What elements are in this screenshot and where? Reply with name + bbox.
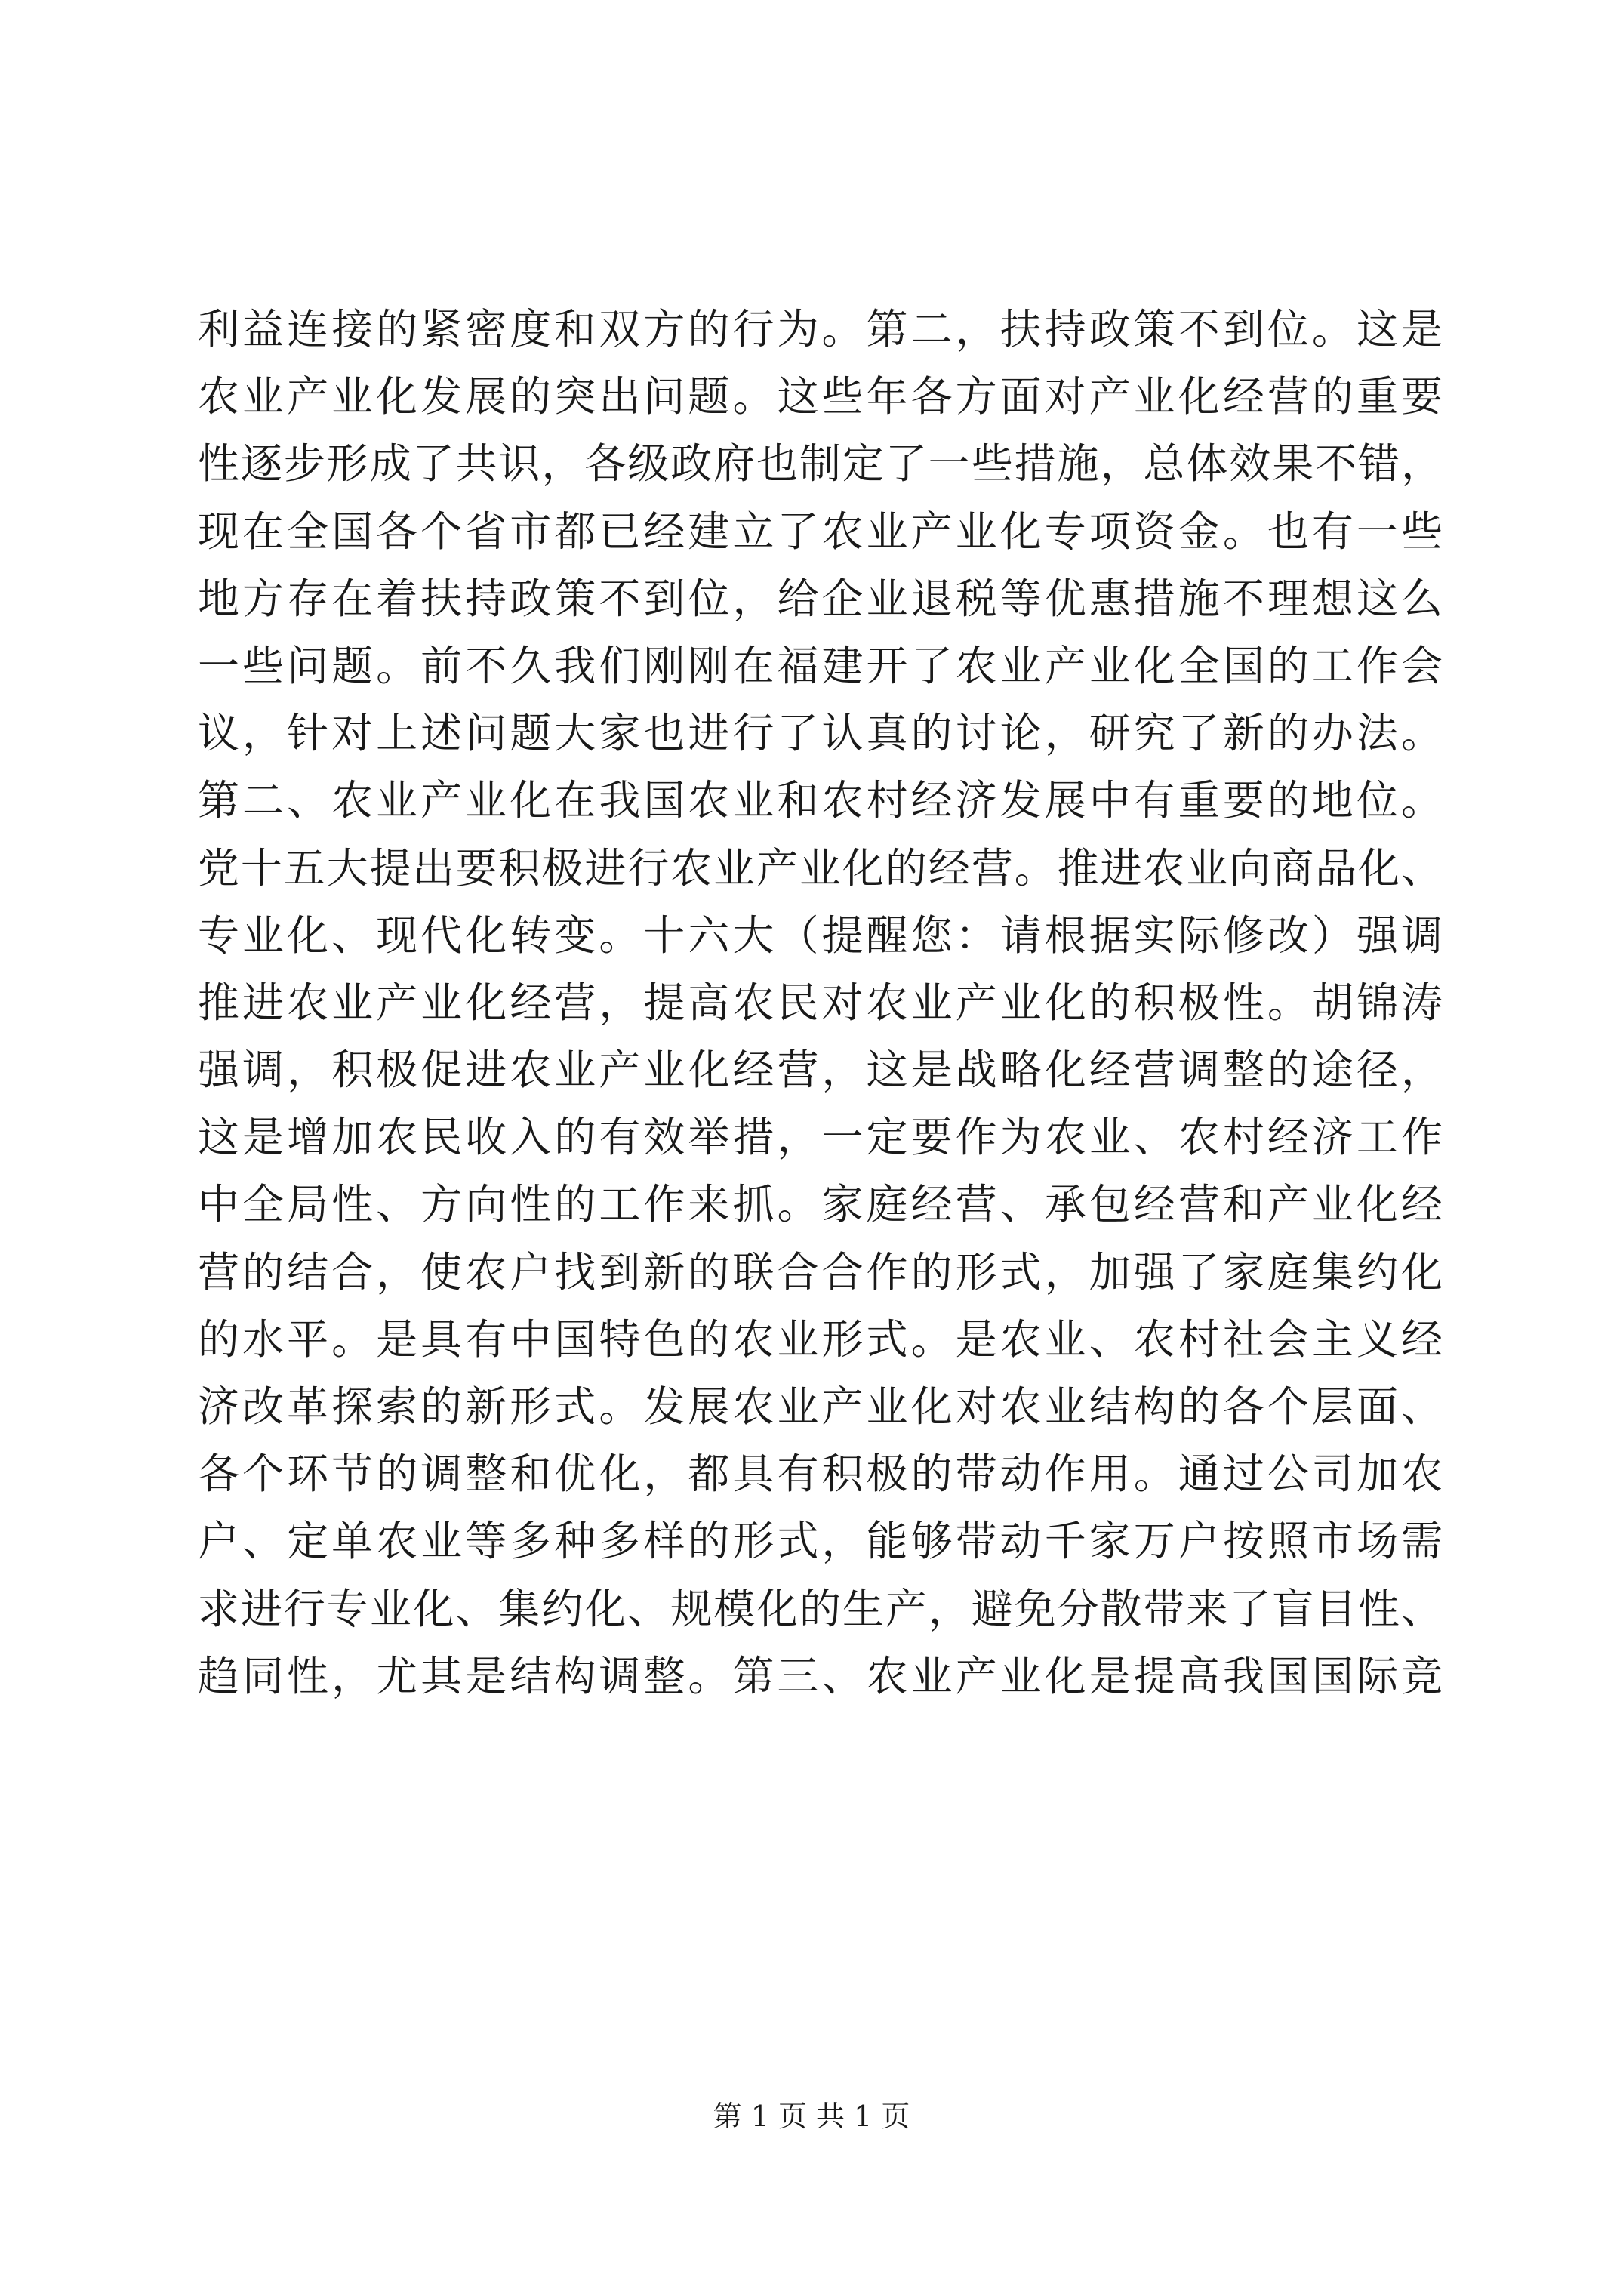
text-line-15: 营的结合，使农户找到新的联合合作的形式，加强了家庭集约化 <box>198 1247 1443 1296</box>
text-line-13: 这是增加农民收入的有效举措，一定要作为农业、农村经济工作 <box>198 1113 1443 1162</box>
page-footer <box>0 2097 1623 2135</box>
text-line-14: 中全局性、方向性的工作来抓。家庭经营、承包经营和产业化经 <box>198 1180 1443 1229</box>
text-line-4: 现在全国各个省市都已经建立了农业产业化专项资金。也有一些 <box>198 507 1443 556</box>
text-line-1: 利益连接的紧密度和双方的行为。第二，扶持政策不到位。这是 <box>198 305 1443 353</box>
text-line-9: 党十五大提出要积极进行农业产业化的经营。推进农业向商品化、 <box>198 843 1443 892</box>
body-text <box>198 296 1443 1710</box>
text-line-7: 议，针对上述问题大家也进行了认真的讨论，研究了新的办法。 <box>198 709 1443 758</box>
text-line-3: 性逐步形成了共识，各级政府也制定了一些措施，总体效果不错， <box>198 439 1443 488</box>
text-line-20: 求进行专业化、集约化、规模化的生产，避免分散带来了盲目性、 <box>198 1584 1443 1633</box>
text-line-8: 第二、农业产业化在我国农业和农村经济发展中有重要的地位。 <box>198 776 1443 825</box>
text-line-5: 地方存在着扶持政策不到位，给企业退税等优惠措施不理想这么 <box>198 574 1443 623</box>
text-line-12: 强调，积极促进农业产业化经营，这是战略化经营调整的途径， <box>198 1046 1443 1095</box>
text-line-16: 的水平。是具有中国特色的农业形式。是农业、农村社会主义经 <box>198 1314 1443 1364</box>
text-line-19: 户、定单农业等多种多样的形式，能够带动千家万户按照市场需 <box>198 1517 1443 1566</box>
text-line-10: 专业化、现代化转变。十六大（提醒您：请根据实际修改）强调 <box>198 911 1443 960</box>
text-line-2: 农业产业化发展的突出问题。这些年各方面对产业化经营的重要 <box>198 372 1443 421</box>
text-line-17: 济改革探索的新形式。发展农业产业化对农业结构的各个层面、 <box>198 1382 1443 1431</box>
text-line-6: 一些问题。前不久我们刚刚在福建开了农业产业化全国的工作会 <box>198 641 1443 690</box>
text-line-21: 趋同性，尤其是结构调整。第三、农业产业化是提高我国国际竞 <box>198 1651 1443 1700</box>
page-number-label: 第 1 页 共 1 页 <box>713 2100 910 2133</box>
text-line-18: 各个环节的调整和优化，都具有积极的带动作用。通过公司加农 <box>198 1450 1443 1499</box>
text-line-11: 推进农业产业化经营，提高农民对农业产业化的积极性。胡锦涛 <box>198 978 1443 1027</box>
